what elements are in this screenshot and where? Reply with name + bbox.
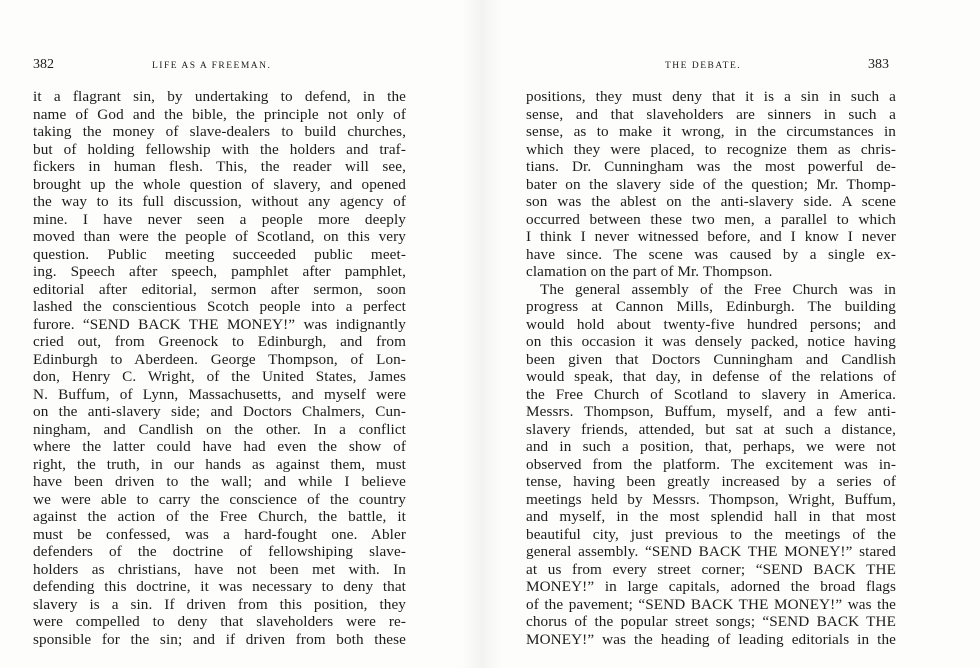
left-page-number: 382 — [33, 57, 54, 72]
text-line: slavery is a sin. If driven from this position, they — [33, 595, 406, 613]
text-line: editorial after editorial, sermon after sermon, soon — [33, 280, 406, 298]
text-line: defending this doctrine, it was necessary to deny that — [33, 578, 406, 595]
left-page — [0, 0, 470, 668]
text-line: Edinburgh to Aberdeen. George Thompson, of Lon- — [33, 350, 406, 368]
text-line: moved than were the people of Scotland, on this very — [33, 228, 406, 245]
text-line: would speak, that day, in defense of the relations of — [526, 368, 896, 385]
text-line: would hold about twenty-five hundred persons; and — [526, 315, 896, 333]
text-line: cried out, from Greenock to Edinburgh, and from — [33, 333, 406, 350]
text-line: don, Henry C. Wright, of the United States, James — [33, 368, 406, 385]
text-line: and in such a position, that, perhaps, we were not — [526, 438, 896, 455]
text-line: sponsible for the sin; and if driven from both these — [33, 630, 406, 648]
text-line: slavery friends, attended, but sat at such a distance, — [526, 420, 896, 438]
text-line: name of God and the bible, the principle not only of — [33, 105, 406, 123]
text-line: I think I never witnessed before, and I know I never — [526, 228, 896, 245]
right-page — [490, 0, 980, 668]
text-line: fickers in human flesh. This, the reader will see, — [33, 158, 406, 175]
text-line: ing. Speech after speech, pamphlet after pamphlet, — [33, 263, 406, 280]
text-line: taking the money of slave-dealers to build churches, — [33, 123, 406, 140]
text-line: have been driven to the wall; and while I believe — [33, 473, 406, 490]
text-line: the way to its full discussion, without any agency of — [33, 193, 406, 210]
text-line: sense, as to make it wrong, in the circumstances in — [526, 123, 896, 140]
text-line: son was the ablest on the anti-slavery side. A scene — [526, 193, 896, 210]
text-line: bater on the slavery side of the question; Mr. Thomp- — [526, 175, 896, 193]
text-line: and myself, in the most splendid hall in that most — [526, 508, 896, 525]
text-line: right, the truth, in our hands as against them, must — [33, 455, 406, 473]
text-line: holders as christians, have not been met with. In — [33, 560, 406, 578]
text-line: positions, they must deny that it is a sin in such a — [526, 88, 896, 105]
text-line: brought up the whole question of slavery, and opened — [33, 175, 406, 193]
text-line: The general assembly of the Free Church was in — [540, 280, 896, 298]
text-line: defenders of the doctrine of fellowshiping slave- — [33, 543, 406, 560]
text-line: have since. The scene was caused by a single ex- — [526, 245, 896, 263]
text-line: progress at Cannon Mills, Edinburgh. The building — [526, 298, 896, 315]
text-line: were compelled to deny that slaveholders were re- — [33, 613, 406, 630]
text-line: must be confessed, was a hard-fought one. Abler — [33, 525, 406, 543]
left-page-body — [33, 88, 406, 648]
text-line: we were able to carry the conscience of the country — [33, 490, 406, 508]
text-line: chorus of the popular street songs; “SEND BACK THE — [526, 613, 896, 630]
text-line: meetings held by Messrs. Thompson, Wright, Buffum, — [526, 490, 896, 508]
text-line: observed from the platform. The excitement was in- — [526, 455, 896, 473]
text-line: ningham, and Candlish on the other. In a conflict — [33, 420, 406, 438]
text-line: MONEY!” was the heading of leading editorials in the — [526, 630, 896, 648]
text-line: MONEY!” in large capitals, adorned the broad flags — [526, 578, 896, 595]
text-line: which they were placed, to recognize them as chris- — [526, 140, 896, 158]
text-line: N. Buffum, of Lynn, Massachusetts, and myself were — [33, 385, 406, 403]
text-line: at us from every street corner; “SEND BACK THE — [526, 560, 896, 578]
text-line: occurred between these two men, a parallel to which — [526, 210, 896, 228]
text-line: where the latter could have had even the show of — [33, 438, 406, 455]
text-line: clamation on the part of Mr. Thompson. — [526, 263, 773, 280]
text-line: Messrs. Thompson, Buffum, myself, and a few anti- — [526, 403, 896, 420]
text-line: been given that Doctors Cunningham and Candlish — [526, 350, 896, 368]
text-line: mine. I have never seen a people more deeply — [33, 210, 406, 228]
text-line: lashed the conscientious Scotch people into a perfect — [33, 298, 406, 315]
text-line: general assembly. “SEND BACK THE MONEY!” stared — [526, 543, 896, 560]
text-line: of the pavement; “SEND BACK THE MONEY!” was the — [526, 595, 896, 613]
left-running-title: LIFE AS A FREEMAN. — [152, 61, 272, 71]
text-line: but of holding fellowship with the holders and traf- — [33, 140, 406, 158]
right-page-body — [526, 88, 896, 648]
text-line: on this occasion it was densely packed, notice having — [526, 333, 896, 350]
text-line: sense, and that slaveholders are sinners in such a — [526, 105, 896, 123]
text-line: it a flagrant sin, by undertaking to defend, in the — [33, 88, 406, 105]
text-line: the Free Church of Scotland to slavery in America. — [526, 385, 896, 403]
text-line: against the action of the Free Church, the battle, it — [33, 508, 406, 525]
right-running-title: THE DEBATE. — [665, 61, 742, 71]
text-line: on the anti-slavery side; and Doctors Chalmers, Cun- — [33, 403, 406, 420]
text-line: furore. “SEND BACK THE MONEY!” was indignantly — [33, 315, 406, 333]
text-line: question. Public meeting succeeded public meet- — [33, 245, 406, 263]
text-line: beautiful city, just previous to the meetings of the — [526, 525, 896, 543]
right-page-number: 383 — [868, 57, 889, 72]
text-line: tians. Dr. Cunningham was the most powerful de- — [526, 158, 896, 175]
text-line: tense, having been greatly increased by a series of — [526, 473, 896, 490]
